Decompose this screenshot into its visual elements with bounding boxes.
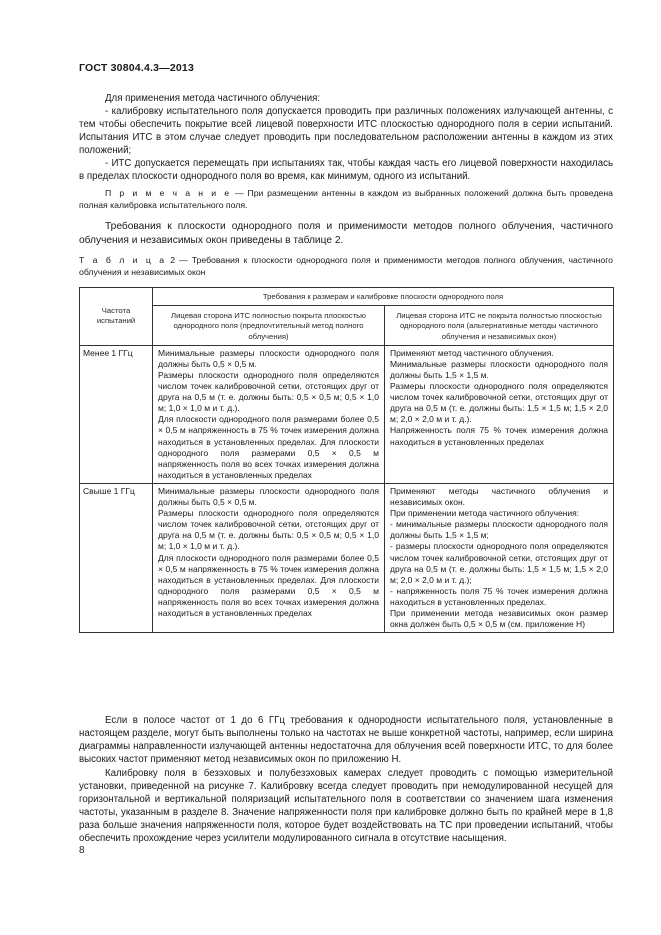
cell-paragraph: Для плоскости однородного поля размерами более 0,5 × 0,5 м напряженность в 75 % точек измерения должна находиться в установленных пределах. Для плоскости однородного поля размерами 0,5 × 0,5 м напряженность поля во всех точках измерения должна находиться в установленных пределах <box>158 552 379 618</box>
cell-paragraph: Напряженность поля 75 % точек измерения должна находиться в установленных пределах <box>390 425 609 447</box>
header-frequency: Частота испытаний <box>80 288 153 346</box>
paragraph-calibration: Калибровку поля в безэховых и полубезэховых камерах следует проводить с помощью измерительной установки, приведенной на рисунке 7. Калибровку всегда следует проводить при немодулированной несущей для горизонтальной и вертикальной поляризаций испытательного поля в соответствии со значением шага изменения частоты, указанным в разделе 8. Значение напряженности поля при калибровке должно быть по крайней мере в 1,8 раза больше значения напряженности поля, которое будет воздействовать на ТС при проведении испытаний, чтобы обеспечить прохождение через усилители модулированного сигнала в отсутствие насыщения. <box>79 768 613 844</box>
cell-partial <box>385 345 614 483</box>
table-row <box>80 483 614 632</box>
document-header: ГОСТ 30804.4.3—2013 <box>79 62 195 74</box>
note <box>79 188 613 211</box>
header-full-illumination: Лицевая сторона ИТС полностью покрыта плоскостью однородного поля (предпочтительный метод полного облучения) <box>153 306 385 346</box>
intro-item-2: - ИТС допускается перемещать при испытаниях так, чтобы каждая часть его лицевой поверхности находилась в пределах плоскости однородного поля во время, как минимум, одного из испытаний. <box>79 158 613 182</box>
intro-item-1: - калибровку испытательного поля допускается проводить при различных положениях излучающей антенны, с тем чтобы обеспечить покрытие всей лицевой поверхности ИТС плоскостью однородного поля в серии испытаний. Испытания ИТС в этом случае следует проводить при последовательном расположении антенны в каждом из этих положений; <box>79 106 613 156</box>
cell-paragraph: - размеры плоскости однородного поля определяются числом точек калибровочной сетки, отстоящих друг от друга на 0,5 м (т. е. должны быть: 1,5 × 1,5 м; 1,5 × 2,0 м; 2,0 × 2,0 м и т. д.); <box>390 541 609 585</box>
table-caption-label: Т а б л и ц а <box>79 255 167 265</box>
cell-paragraph: Минимальные размеры плоскости однородного поля должны быть 0,5 × 0,5 м. <box>158 347 379 369</box>
cell-paragraph: Минимальные размеры плоскости однородного поля должны быть 1,5 × 1,5 м. <box>390 358 609 380</box>
cell-full <box>153 483 385 632</box>
cell-paragraph: - напряженность поля 75 % точек измерения должна находиться в установленных пределах. <box>390 585 609 607</box>
cell-paragraph: Размеры плоскости однородного поля определяются числом точек калибровочной сетки, отстоящих друг от друга на 0,5 м (т. е. должны быть: 0,5 × 0,5 м; 0,5 × 1,0 м; 1,0 × 1,0 м и т. д.). <box>158 508 379 552</box>
cell-paragraph: - минимальные размеры плоскости однородного поля должны быть 1,5 × 1,5 м; <box>390 519 609 541</box>
table-caption <box>79 255 613 278</box>
note-text: — При размещении антенны в каждом из выбранных положений должна быть проведена полная калибровка испытательного поля. <box>79 188 613 210</box>
intro-lead: Для применения метода частичного облучения: <box>105 93 321 104</box>
cell-full <box>153 345 385 483</box>
requirements-table <box>79 287 614 633</box>
cell-partial <box>385 483 614 632</box>
cell-paragraph: Для плоскости однородного поля размерами более 0,5 × 0,5 м напряженность в 75 % точек измерения должна находиться в установленных пределах. Для плоскости однородного поля размерами 0,5 × 0,5 м напряженность поля во всех точках измерения должна находиться в установленных пределах <box>158 414 379 480</box>
table-row <box>80 345 614 483</box>
cell-paragraph: Минимальные размеры плоскости однородного поля должны быть 0,5 × 0,5 м. <box>158 485 379 508</box>
header-requirements: Требования к размерам и калибровке плоскости однородного поля <box>153 288 614 306</box>
table-reference: Требования к плоскости однородного поля и применимости методов полного облучения, частичного облучения и независимых окон приведены в таблице 2. <box>79 221 613 246</box>
cell-paragraph: Размеры плоскости однородного поля определяются числом точек калибровочной сетки, отстоящих друг от друга на 0,5 м (т. е. должны быть: 1,5 × 1,5 м; 1,5 × 2,0 м; 2,0 × 2,0 м и т. д.). <box>390 381 609 425</box>
page-number: 8 <box>79 845 85 856</box>
cell-paragraph: При применении метода частичного облучения: <box>390 508 580 519</box>
table-caption-text: 2 — Требования к плоскости однородного поля и применимости методов полного облучения, частичного облучения и независимых окон <box>79 255 613 277</box>
cell-frequency: Менее 1 ГГц <box>80 345 153 483</box>
cell-frequency: Свыше 1 ГГц <box>80 483 153 632</box>
header-partial-illumination: Лицевая сторона ИТС не покрыта полностью плоскостью однородного поля (альтернативные методы частичного облучения и независимых окон) <box>385 306 614 346</box>
paragraph-frequency-band: Если в полосе частот от 1 до 6 ГГц требования к однородности испытательного поля, установленные в настоящем разделе, могут быть выполнены только на частотах не выше конкретной частоты, например, если ширина диаграммы направленности излучающей антенны недостаточна для облучения всей поверхности ИТС, то для более высоких частот применяют метод независимых окон по приложению Н. <box>79 715 613 765</box>
cell-paragraph: Применяют метод частичного облучения. <box>390 347 554 358</box>
cell-paragraph: Размеры плоскости однородного поля определяются числом точек калибровочной сетки, отстоящих друг от друга на 0,5 м (т. е. должны быть: 0,5 × 0,5 м; 0,5 × 1,0 м; 1,0 × 1,0 м и т. д.). <box>158 370 379 414</box>
cell-paragraph: При применении метода независимых окон размер окна должен быть 0,5 × 0,5 м (см. приложение Н) <box>390 607 609 630</box>
cell-paragraph: Применяют методы частичного облучения и независимых окон. <box>390 485 609 508</box>
note-label: П р и м е ч а н и е <box>105 188 232 198</box>
